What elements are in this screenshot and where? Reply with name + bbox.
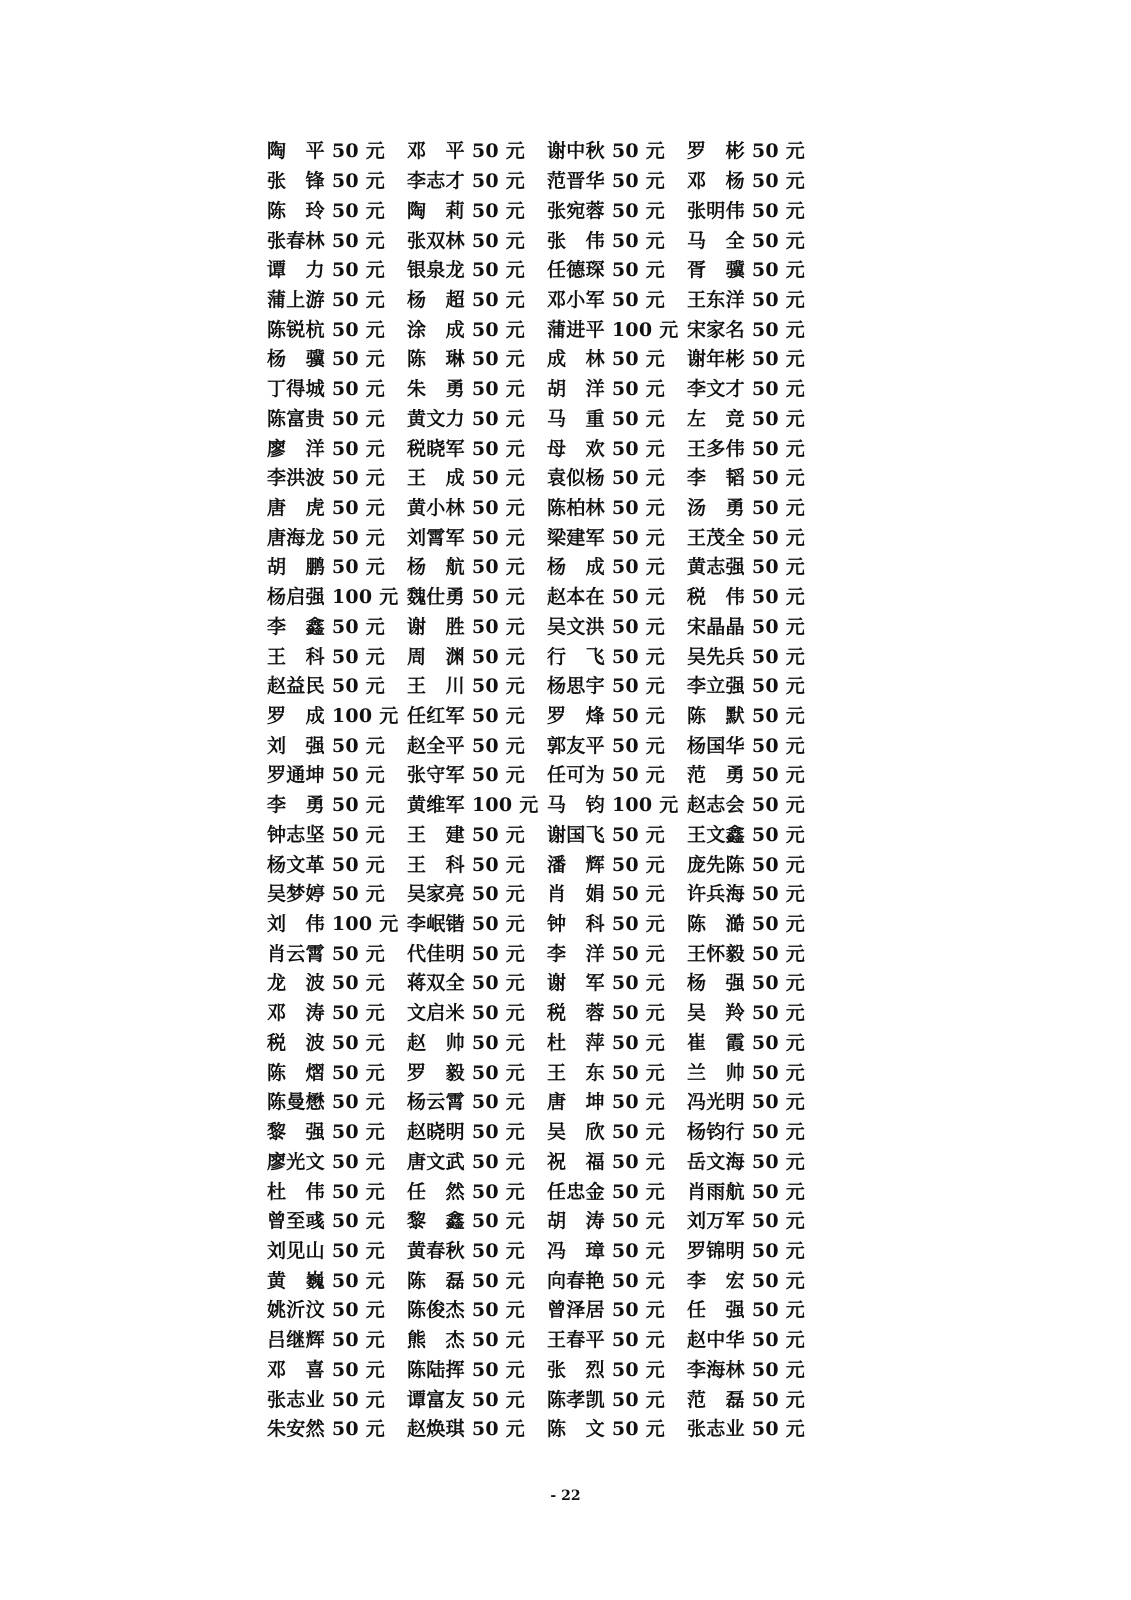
donor-row [267, 848, 807, 878]
donor-entry: 李岷锴 50 元 [407, 913, 526, 936]
donor-entry: 吕继辉 50 元 [267, 1329, 386, 1352]
donor-entry: 钟志坚 50 元 [267, 823, 386, 846]
donor-entry: 王多伟 50 元 [687, 437, 806, 460]
donor-entry: 王 成 50 元 [407, 467, 526, 490]
donor-entry: 庞先陈 50 元 [687, 853, 806, 876]
donor-entry: 唐 虎 50 元 [267, 496, 386, 519]
donor-entry: 刘霄军 50 元 [407, 526, 526, 549]
donor-entry: 李立强 50 元 [687, 675, 806, 698]
donor-entry: 杜 萍 50 元 [547, 1031, 666, 1054]
donor-row [267, 819, 807, 849]
donor-entry: 蒲上游 50 元 [267, 288, 386, 311]
donor-entry: 左 竞 50 元 [687, 407, 806, 430]
donor-entry: 邓 杨 50 元 [687, 170, 806, 193]
donor-row [267, 224, 807, 254]
donor-entry: 税 波 50 元 [267, 1031, 386, 1054]
donor-entry: 袁似杨 50 元 [547, 467, 666, 490]
donor-entry: 陈 磊 50 元 [407, 1269, 526, 1292]
donor-entry: 张守军 50 元 [407, 764, 526, 787]
donor-entry: 文启米 50 元 [407, 1002, 526, 1025]
donor-entry: 吴先兵 50 元 [687, 645, 806, 668]
donor-entry: 冯 璋 50 元 [547, 1239, 666, 1262]
donor-entry: 向春艳 50 元 [547, 1269, 666, 1292]
donor-entry: 陈 默 50 元 [687, 705, 806, 728]
donor-entry: 陈 琳 50 元 [407, 348, 526, 371]
donor-entry: 张双林 50 元 [407, 229, 526, 252]
donor-entry: 马 重 50 元 [547, 407, 666, 430]
donor-entry: 胡 涛 50 元 [547, 1210, 666, 1233]
donor-row [267, 1294, 807, 1324]
donor-row [267, 1383, 807, 1413]
donor-entry: 杨钧行 50 元 [687, 1121, 806, 1144]
donor-entry: 范 磊 50 元 [687, 1388, 806, 1411]
donor-row [267, 1235, 807, 1265]
donor-entry: 陶 莉 50 元 [407, 199, 526, 222]
donor-entry: 邓 平 50 元 [407, 140, 526, 163]
donor-entry: 李洪波 50 元 [267, 467, 386, 490]
donor-entry: 杨国华 50 元 [687, 734, 806, 757]
donor-row [267, 432, 807, 462]
donor-entry: 廖光文 50 元 [267, 1150, 386, 1173]
donor-entry: 陈锐杭 50 元 [267, 318, 386, 341]
donor-entry: 唐海龙 50 元 [267, 526, 386, 549]
donor-entry: 税 伟 50 元 [687, 586, 806, 609]
donor-entry: 黄文力 50 元 [407, 407, 526, 430]
donor-row [267, 1264, 807, 1294]
donor-entry: 祝 福 50 元 [547, 1150, 666, 1173]
donor-row [267, 640, 807, 670]
donor-entry: 曾至彧 50 元 [267, 1210, 386, 1233]
donor-entry: 赵全平 50 元 [407, 734, 526, 757]
donor-entry: 黎 鑫 50 元 [407, 1210, 526, 1233]
donor-row [267, 997, 807, 1027]
donor-row [267, 1175, 807, 1205]
donor-entry: 黎 强 50 元 [267, 1121, 386, 1144]
donor-entry: 肖 娟 50 元 [547, 883, 666, 906]
donor-entry: 母 欢 50 元 [547, 437, 666, 460]
donor-entry: 张 锋 50 元 [267, 170, 386, 193]
donor-entry: 张明伟 50 元 [687, 199, 806, 222]
donor-entry: 张春林 50 元 [267, 229, 386, 252]
donor-entry: 谢 胜 50 元 [407, 615, 526, 638]
donor-entry: 王 川 50 元 [407, 675, 526, 698]
donor-row [267, 611, 807, 641]
donor-entry: 王东洋 50 元 [687, 288, 806, 311]
donor-entry: 黄小林 50 元 [407, 496, 526, 519]
donor-entry: 钟 科 50 元 [547, 913, 666, 936]
donor-entry: 任 然 50 元 [407, 1180, 526, 1203]
donor-entry: 梁建军 50 元 [547, 526, 666, 549]
donor-entry: 吴 羚 50 元 [687, 1002, 806, 1025]
donor-entry: 张志业 50 元 [687, 1418, 806, 1441]
donor-entry: 刘见山 50 元 [267, 1239, 386, 1262]
donor-entry: 吴文洪 50 元 [547, 615, 666, 638]
donor-entry: 熊 杰 50 元 [407, 1329, 526, 1352]
donor-entry: 赵 帅 50 元 [407, 1031, 526, 1054]
donor-entry: 王文鑫 50 元 [687, 823, 806, 846]
donor-entry: 罗 彬 50 元 [687, 140, 806, 163]
donor-entry: 赵志会 50 元 [687, 794, 806, 817]
donor-entry: 黄维军 100 元 [407, 794, 539, 817]
donor-row [267, 967, 807, 997]
donor-row [267, 878, 807, 908]
donor-row [267, 462, 807, 492]
donor-entry: 税 蓉 50 元 [547, 1002, 666, 1025]
donor-entry: 宋家名 50 元 [687, 318, 806, 341]
donor-row [267, 1353, 807, 1383]
donor-entry: 廖 洋 50 元 [267, 437, 386, 460]
donor-entry: 陶 平 50 元 [267, 140, 386, 163]
donor-entry: 李海林 50 元 [687, 1358, 806, 1381]
donor-entry: 杨 航 50 元 [407, 556, 526, 579]
donor-row [267, 670, 807, 700]
donor-row [267, 135, 807, 165]
donor-entry: 李 勇 50 元 [267, 794, 386, 817]
donor-entry: 杨 骥 50 元 [267, 348, 386, 371]
donor-entry: 蒲进平 100 元 [547, 318, 679, 341]
donor-entry: 杨云霄 50 元 [407, 1091, 526, 1114]
donor-entry: 吴梦婷 50 元 [267, 883, 386, 906]
donor-entry: 罗锦明 50 元 [687, 1239, 806, 1262]
donor-entry: 陈 文 50 元 [547, 1418, 666, 1441]
donor-row [267, 1413, 807, 1443]
donor-entry: 李文才 50 元 [687, 378, 806, 401]
donor-entry: 邓 喜 50 元 [267, 1358, 386, 1381]
donor-entry: 涂 成 50 元 [407, 318, 526, 341]
donor-entry: 郭友平 50 元 [547, 734, 666, 757]
donor-entry: 王怀毅 50 元 [687, 942, 806, 965]
donor-entry: 刘 伟 100 元 [267, 913, 399, 936]
donor-entry: 罗 毅 50 元 [407, 1061, 526, 1084]
donor-entry: 成 林 50 元 [547, 348, 666, 371]
donor-entry: 李 韬 50 元 [687, 467, 806, 490]
donor-entry: 汤 勇 50 元 [687, 496, 806, 519]
donor-entry: 张志业 50 元 [267, 1388, 386, 1411]
donor-entry: 胡 鹏 50 元 [267, 556, 386, 579]
donor-row [267, 165, 807, 195]
donor-entry: 王 建 50 元 [407, 823, 526, 846]
donor-entry: 陈陆挥 50 元 [407, 1358, 526, 1381]
donor-row [267, 729, 807, 759]
donor-entry: 陈柏林 50 元 [547, 496, 666, 519]
donor-row [267, 402, 807, 432]
donor-entry: 岳文海 50 元 [687, 1150, 806, 1173]
donor-entry: 王 科 50 元 [267, 645, 386, 668]
donor-entry: 魏仕勇 50 元 [407, 586, 526, 609]
donor-entry: 谢中秋 50 元 [547, 140, 666, 163]
donor-entry: 陈孝凯 50 元 [547, 1388, 666, 1411]
donor-entry: 黄春秋 50 元 [407, 1239, 526, 1262]
donor-entry: 丁得城 50 元 [267, 378, 386, 401]
donor-row [267, 343, 807, 373]
donor-entry: 许兵海 50 元 [687, 883, 806, 906]
donor-entry: 谭富友 50 元 [407, 1388, 526, 1411]
donor-entry: 王 东 50 元 [547, 1061, 666, 1084]
donor-entry: 宋晶晶 50 元 [687, 615, 806, 638]
donor-entry: 罗 成 100 元 [267, 705, 399, 728]
donor-entry: 谢年彬 50 元 [687, 348, 806, 371]
donor-entry: 王 科 50 元 [407, 853, 526, 876]
donor-entry: 王茂全 50 元 [687, 526, 806, 549]
donor-row [267, 1086, 807, 1116]
donor-entry: 赵本在 50 元 [547, 586, 666, 609]
donor-list [267, 135, 807, 1443]
donor-entry: 陈俊杰 50 元 [407, 1299, 526, 1322]
donor-row [267, 551, 807, 581]
donor-row [267, 313, 807, 343]
donor-row [267, 194, 807, 224]
donor-entry: 赵中华 50 元 [687, 1329, 806, 1352]
donor-entry: 陈曼懋 50 元 [267, 1091, 386, 1114]
donor-entry: 马 全 50 元 [687, 229, 806, 252]
donor-row [267, 1324, 807, 1354]
donor-entry: 李 宏 50 元 [687, 1269, 806, 1292]
donor-entry: 朱安然 50 元 [267, 1418, 386, 1441]
donor-row [267, 581, 807, 611]
donor-entry: 杨 强 50 元 [687, 972, 806, 995]
donor-row [267, 1116, 807, 1146]
donor-row [267, 759, 807, 789]
donor-entry: 吴 欣 50 元 [547, 1121, 666, 1144]
donor-entry: 杨 成 50 元 [547, 556, 666, 579]
donor-entry: 赵益民 50 元 [267, 675, 386, 698]
donor-entry: 刘 强 50 元 [267, 734, 386, 757]
donor-entry: 范 勇 50 元 [687, 764, 806, 787]
donor-row [267, 1145, 807, 1175]
donor-row [267, 789, 807, 819]
donor-entry: 任可为 50 元 [547, 764, 666, 787]
donor-entry: 张 烈 50 元 [547, 1358, 666, 1381]
donor-entry: 银泉龙 50 元 [407, 259, 526, 282]
donor-entry: 姚沂汶 50 元 [267, 1299, 386, 1322]
donor-row [267, 1205, 807, 1235]
donor-entry: 杨 超 50 元 [407, 288, 526, 311]
donor-entry: 朱 勇 50 元 [407, 378, 526, 401]
donor-entry: 刘万军 50 元 [687, 1210, 806, 1233]
donor-entry: 潘 辉 50 元 [547, 853, 666, 876]
donor-entry: 胥 骥 50 元 [687, 259, 806, 282]
donor-entry: 杨启强 100 元 [267, 586, 399, 609]
donor-row [267, 254, 807, 284]
donor-entry: 陈 玲 50 元 [267, 199, 386, 222]
donor-entry: 范晋华 50 元 [547, 170, 666, 193]
donor-entry: 周 渊 50 元 [407, 645, 526, 668]
donor-entry: 李志才 50 元 [407, 170, 526, 193]
donor-entry: 蒋双全 50 元 [407, 972, 526, 995]
donor-entry: 张宛蓉 50 元 [547, 199, 666, 222]
donor-entry: 肖雨航 50 元 [687, 1180, 806, 1203]
donor-entry: 谢国飞 50 元 [547, 823, 666, 846]
donor-entry: 杨文革 50 元 [267, 853, 386, 876]
donor-entry: 杨思宇 50 元 [547, 675, 666, 698]
donor-row [267, 373, 807, 403]
donor-entry: 崔 霞 50 元 [687, 1031, 806, 1054]
donor-row [267, 937, 807, 967]
donor-entry: 冯光明 50 元 [687, 1091, 806, 1114]
donor-row [267, 492, 807, 522]
donor-entry: 吴家亮 50 元 [407, 883, 526, 906]
donor-entry: 兰 帅 50 元 [687, 1061, 806, 1084]
donor-entry: 陈 熠 50 元 [267, 1061, 386, 1084]
donor-entry: 行 飞 50 元 [547, 645, 666, 668]
donor-entry: 邓 涛 50 元 [267, 1002, 386, 1025]
donor-entry: 谢 军 50 元 [547, 972, 666, 995]
donor-entry: 陈 澔 50 元 [687, 913, 806, 936]
donor-entry: 李 鑫 50 元 [267, 615, 386, 638]
donor-entry: 马 钧 100 元 [547, 794, 679, 817]
donor-entry: 唐 坤 50 元 [547, 1091, 666, 1114]
donor-row [267, 1056, 807, 1086]
donor-entry: 李 洋 50 元 [547, 942, 666, 965]
donor-entry: 邓小军 50 元 [547, 288, 666, 311]
donor-entry: 黄 巍 50 元 [267, 1269, 386, 1292]
donor-entry: 曾泽居 50 元 [547, 1299, 666, 1322]
donor-entry: 税晓军 50 元 [407, 437, 526, 460]
donor-entry: 任 强 50 元 [687, 1299, 806, 1322]
page-number: - 22 [550, 1488, 581, 1504]
donor-entry: 谭 力 50 元 [267, 259, 386, 282]
donor-entry: 任忠金 50 元 [547, 1180, 666, 1203]
donor-entry: 龙 波 50 元 [267, 972, 386, 995]
donor-row [267, 700, 807, 730]
donor-entry: 代佳明 50 元 [407, 942, 526, 965]
donor-entry: 任红军 50 元 [407, 705, 526, 728]
donor-entry: 杜 伟 50 元 [267, 1180, 386, 1203]
donor-entry: 任德琛 50 元 [547, 259, 666, 282]
donor-entry: 王春平 50 元 [547, 1329, 666, 1352]
donor-row [267, 521, 807, 551]
donor-entry: 赵晓明 50 元 [407, 1121, 526, 1144]
donor-row [267, 284, 807, 314]
donor-entry: 陈富贵 50 元 [267, 407, 386, 430]
donor-entry: 罗 烽 50 元 [547, 705, 666, 728]
donor-entry: 唐文武 50 元 [407, 1150, 526, 1173]
donor-entry: 赵焕琪 50 元 [407, 1418, 526, 1441]
donor-entry: 肖云霄 50 元 [267, 942, 386, 965]
donor-entry: 罗通坤 50 元 [267, 764, 386, 787]
donor-entry: 黄志强 50 元 [687, 556, 806, 579]
donor-row [267, 1027, 807, 1057]
donor-entry: 张 伟 50 元 [547, 229, 666, 252]
donor-entry: 胡 洋 50 元 [547, 378, 666, 401]
donor-row [267, 908, 807, 938]
